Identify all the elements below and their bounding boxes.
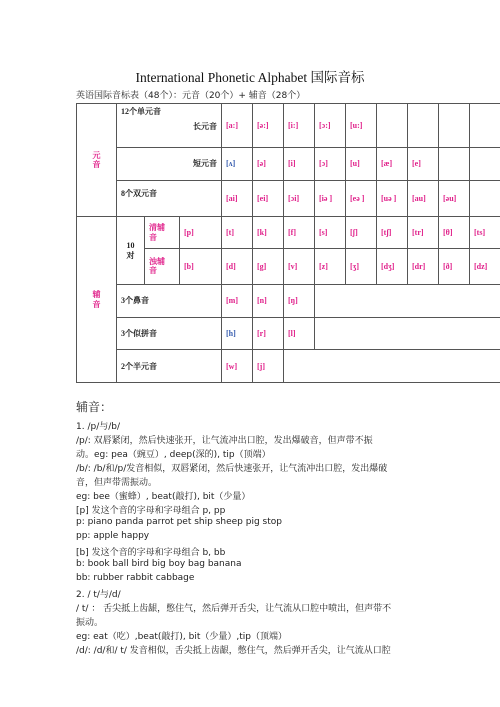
fricatives-label: 3个似拼音 — [117, 317, 222, 350]
nasal-cell: [ŋ] — [284, 284, 315, 317]
voiced-cell: [d] — [222, 248, 253, 284]
long-vowel-cell: [ə:] — [253, 104, 284, 148]
empty-cell — [408, 104, 439, 148]
voiced-label: 浊辅 音 — [145, 248, 180, 284]
text-line: /d/: /d/和/ t/ 发音相似，舌尖抵上齿龈，憋住气，然后弹开舌尖，让气流从口腔 — [76, 646, 391, 656]
text-line: /b/: /b/和/p/发音相似，双唇紧闭，然后快速张开，让气流冲出口腔，发出爆破 — [76, 464, 388, 474]
voiceless-cell: [s] — [315, 217, 346, 249]
long-vowel-cell: [u:] — [346, 104, 377, 148]
voiceless-cell: [θ] — [439, 217, 470, 249]
semivowels-label: 2个半元音 — [117, 350, 222, 383]
empty-cell — [377, 104, 408, 148]
text-line: [p] 发这个音的字母和字母组合 p, pp — [76, 506, 226, 516]
page-title: International Phonetic Alphabet 国际音标 — [135, 70, 365, 85]
voiced-cell: [dz] — [470, 248, 500, 284]
long-vowel-cell: [a:] — [222, 104, 253, 148]
voiced-cell: [v] — [284, 248, 315, 284]
voiced-cell: [z] — [315, 248, 346, 284]
voiceless-cell: [k] — [253, 217, 284, 249]
short-vowel-cell: [ʌ] — [222, 147, 253, 181]
diphthong-cell: [uə ] — [377, 181, 408, 217]
empty-cell — [470, 181, 500, 217]
voiced-cell: [ð] — [439, 248, 470, 284]
text-line: 音，但声带需振动。 — [76, 478, 158, 488]
text-line: eg: eat（吃）,beat(敲打), bit（少量）,tip（顶端） — [76, 632, 287, 642]
semivowel-cell: [j] — [253, 350, 284, 383]
empty-cell — [315, 284, 500, 317]
diphthong-cell: [au] — [408, 181, 439, 217]
short-vowel-cell: [e] — [408, 147, 439, 181]
short-vowel-cell: [i] — [284, 147, 315, 181]
nasal-cell: [n] — [253, 284, 284, 317]
text-line: eg: bee（蜜蜂）, beat(敲打), bit（少量） — [76, 492, 251, 502]
voiceless-cell: [ts] — [470, 217, 500, 249]
voiceless-cell: [t] — [222, 217, 253, 249]
voiceless-cell: [tʃ] — [377, 217, 408, 249]
pairs-label: 10 对 — [117, 217, 145, 285]
voiceless-label: 清辅 音 — [145, 217, 180, 249]
voiced-cell: [dr] — [408, 248, 439, 284]
long-vowel-cell: [i:] — [284, 104, 315, 148]
empty-cell — [315, 317, 500, 350]
nasal-cell: [m] — [222, 284, 253, 317]
text-line: /p/: 双唇紧闭，然后快速张开，让气流冲出口腔，发出爆破音，但声带不振 — [76, 436, 373, 446]
text-line: [b] 发这个音的字母和字母组合 b, bb — [76, 548, 226, 558]
vowel-category-label: 元 音 — [77, 104, 117, 217]
voiceless-cell: [f] — [284, 217, 315, 249]
empty-cell — [439, 147, 470, 181]
short-vowel-cell: [u] — [346, 147, 377, 181]
text-line: 动。eg: pea（豌豆）, deep(深的), tip（顶端） — [76, 450, 271, 460]
consonant-notes — [76, 398, 496, 698]
text-line: 2. / t/与/d/ — [76, 590, 121, 600]
text-line: 1. /p/与/b/ — [76, 422, 121, 432]
voiced-cell: [dʒ] — [377, 248, 408, 284]
text-line: bb: rubber rabbit cabbage — [76, 573, 195, 583]
empty-cell — [470, 147, 500, 181]
short-vowel-cell: [ə] — [253, 147, 284, 181]
semivowel-cell: [w] — [222, 350, 253, 383]
fricative-cell: [r] — [253, 317, 284, 350]
diphthong-cell: [əu] — [439, 181, 470, 217]
diphthong-cell: [eə ] — [346, 181, 377, 217]
fricative-cell: [l] — [284, 317, 315, 350]
voiced-cell: [b] — [180, 248, 222, 284]
section-heading: 辅音： — [76, 400, 113, 414]
long-vowels-label: 长元音 — [193, 122, 218, 132]
text-line: p: piano panda parrot pet ship sheep pig stop — [76, 517, 282, 527]
voiced-cell: [g] — [253, 248, 284, 284]
voiceless-cell: [p] — [180, 217, 222, 249]
diphthongs-label: 8个双元音 — [117, 181, 222, 217]
text-line: / t/ ： 舌尖抵上齿龈，憋住气，然后弹开舌尖，让气流从口腔中喷出，但声带不 — [76, 604, 392, 614]
empty-cell — [439, 104, 470, 148]
page-subtitle: 英语国际音标表（48个）：元音（20个）+ 辅音（28个） — [76, 91, 306, 101]
single-vowels-header: 12个单元音 长元音 — [117, 104, 222, 148]
voiced-cell: [ʒ] — [346, 248, 377, 284]
short-vowels-label: 短元音 — [117, 147, 222, 181]
text-line: pp: apple happy — [76, 531, 150, 541]
text-line: b: book ball bird big boy bag banana — [76, 559, 242, 569]
text-line: 振动。 — [76, 618, 104, 628]
voiceless-cell: [ʃ] — [346, 217, 377, 249]
empty-cell — [284, 350, 500, 383]
empty-cell — [470, 104, 500, 148]
fricative-cell: [h] — [222, 317, 253, 350]
long-vowel-cell: [ɔ:] — [315, 104, 346, 148]
diphthong-cell: [iə ] — [315, 181, 346, 217]
consonant-category-label: 辅 音 — [77, 217, 117, 383]
voiceless-cell: [tr] — [408, 217, 439, 249]
diphthong-cell: [ai] — [222, 181, 253, 217]
short-vowel-cell: [æ] — [377, 147, 408, 181]
short-vowel-cell: [ɔ] — [315, 147, 346, 181]
ipa-table — [76, 103, 500, 383]
diphthong-cell: [ɔi] — [284, 181, 315, 217]
nasals-label: 3个鼻音 — [117, 284, 222, 317]
diphthong-cell: [ei] — [253, 181, 284, 217]
